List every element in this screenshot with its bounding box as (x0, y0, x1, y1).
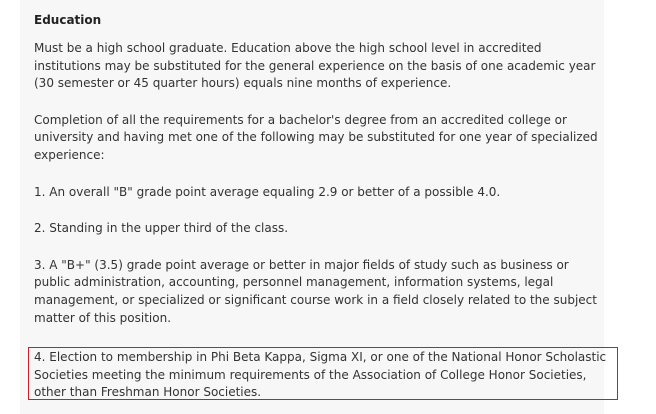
section-heading: Education (34, 13, 102, 27)
paragraph-bachelors: Completion of all the requirements for a bachelor's degree from an accredited college or university and having met one of the following may be substituted for one year of specialized experience: (34, 112, 598, 162)
education-section (34, 12, 606, 346)
list-item-major-gpa: 3. A "B+" (3.5) grade point average or better in major fields of study such as business or public administration, accounting, personnel management, information systems, legal management, or specialized or significant course work in a field closely related to the subject matter of this position. (34, 257, 597, 325)
list-item-honor-society: 4. Election to membership in Phi Beta Kappa, Sigma XI, or one of the National Honor Scholastic Societies meeting the minimum requirements of the Association of College Honor Societies, other than Freshman Honor Societies. (34, 350, 607, 400)
paragraph-high-school: Must be a high school graduate. Education above the high school level in accredited institutions may be substituted for the general experience on the basis of one academic year (30 semester or 45 quarter hours) equals nine months of experience. (34, 41, 596, 91)
list-item-class-standing: 2. Standing in the upper third of the class. (34, 221, 289, 236)
highlight-box (28, 347, 618, 400)
list-item-gpa: 1. An overall "B" grade point average equaling 2.9 or better of a possible 4.0. (34, 184, 501, 199)
